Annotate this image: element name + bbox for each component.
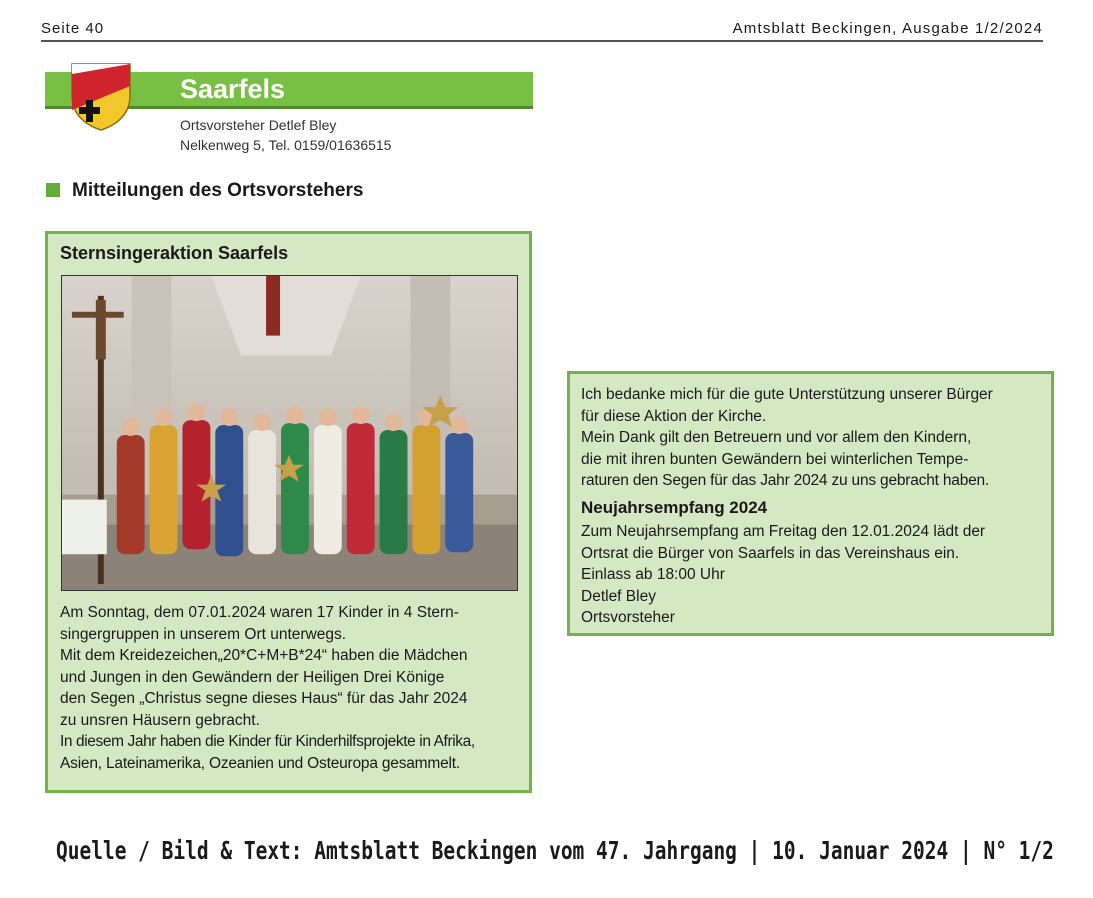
publication-title: Amtsblatt Beckingen, Ausgabe 1/2/2024 — [732, 20, 1043, 37]
text-line: Detlef Bley — [581, 587, 656, 605]
text-line: raturen den Segen für das Jahr 2024 zu uns gebracht haben. — [581, 472, 990, 489]
text-line: In diesem Jahr haben die Kinder für Kinderhilfsprojekte in Afrika, — [60, 733, 475, 750]
article-body-left — [60, 602, 524, 774]
section-heading: Mitteilungen des Ortsvorstehers — [72, 180, 364, 201]
text-line: Einlass ab 18:00 Uhr — [581, 566, 725, 583]
page-number: Seite 40 — [41, 20, 105, 37]
header-rule — [41, 40, 1043, 42]
event-body — [581, 521, 1043, 629]
text-line: Mein Dank gilt den Betreuern und vor allem den Kindern, — [581, 429, 972, 446]
text-line: Ortsvorsteher — [581, 609, 675, 626]
source-caption: Quelle / Bild & Text: Amtsblatt Beckingen vom 47. Jahrgang | 10. Januar 2024 | N° 1/2 — [56, 836, 1054, 865]
contact-name: Ortsvorsteher Detlef Bley — [180, 117, 337, 133]
article-title: Sternsingeraktion Saarfels — [60, 243, 289, 263]
text-line: Am Sonntag, dem 07.01.2024 waren 17 Kinder in 4 Stern- — [60, 604, 459, 621]
text-line: Mit dem Kreidezeichen„20*C+M+B*24“ haben die Mädchen — [60, 647, 468, 664]
text-line: für diese Aktion der Kirche. — [581, 407, 767, 425]
text-line: singergruppen in unserem Ort unterwegs. — [60, 625, 347, 643]
church-photo — [61, 275, 518, 591]
text-line: Zum Neujahrsempfang am Freitag den 12.01.2024 lädt der — [581, 523, 986, 540]
text-line: und Jungen in den Gewändern der Heiligen Drei Könige — [60, 668, 445, 686]
event-title: Neujahrsempfang 2024 — [581, 498, 768, 517]
text-line: Asien, Lateinamerika, Ozeanien und Osteuropa gesammelt. — [60, 754, 460, 772]
section-title: Saarfels — [180, 74, 286, 104]
article-body-right — [581, 384, 1043, 492]
bullet-square-icon — [46, 183, 60, 197]
coat-of-arms-icon — [70, 62, 132, 132]
text-line: zu unsren Häusern gebracht. — [60, 711, 260, 729]
contact-address: Nelkenweg 5, Tel. 0159/01636515 — [180, 137, 392, 153]
text-line: den Segen „Christus segne dieses Haus“ für das Jahr 2024 — [60, 690, 468, 707]
text-line: Ortsrat die Bürger von Saarfels in das Vereinshaus ein. — [581, 544, 960, 562]
text-line: Ich bedanke mich für die gute Unterstützung unserer Bürger — [581, 386, 993, 403]
text-line: die mit ihren bunten Gewändern bei winterlichen Tempe- — [581, 450, 969, 468]
